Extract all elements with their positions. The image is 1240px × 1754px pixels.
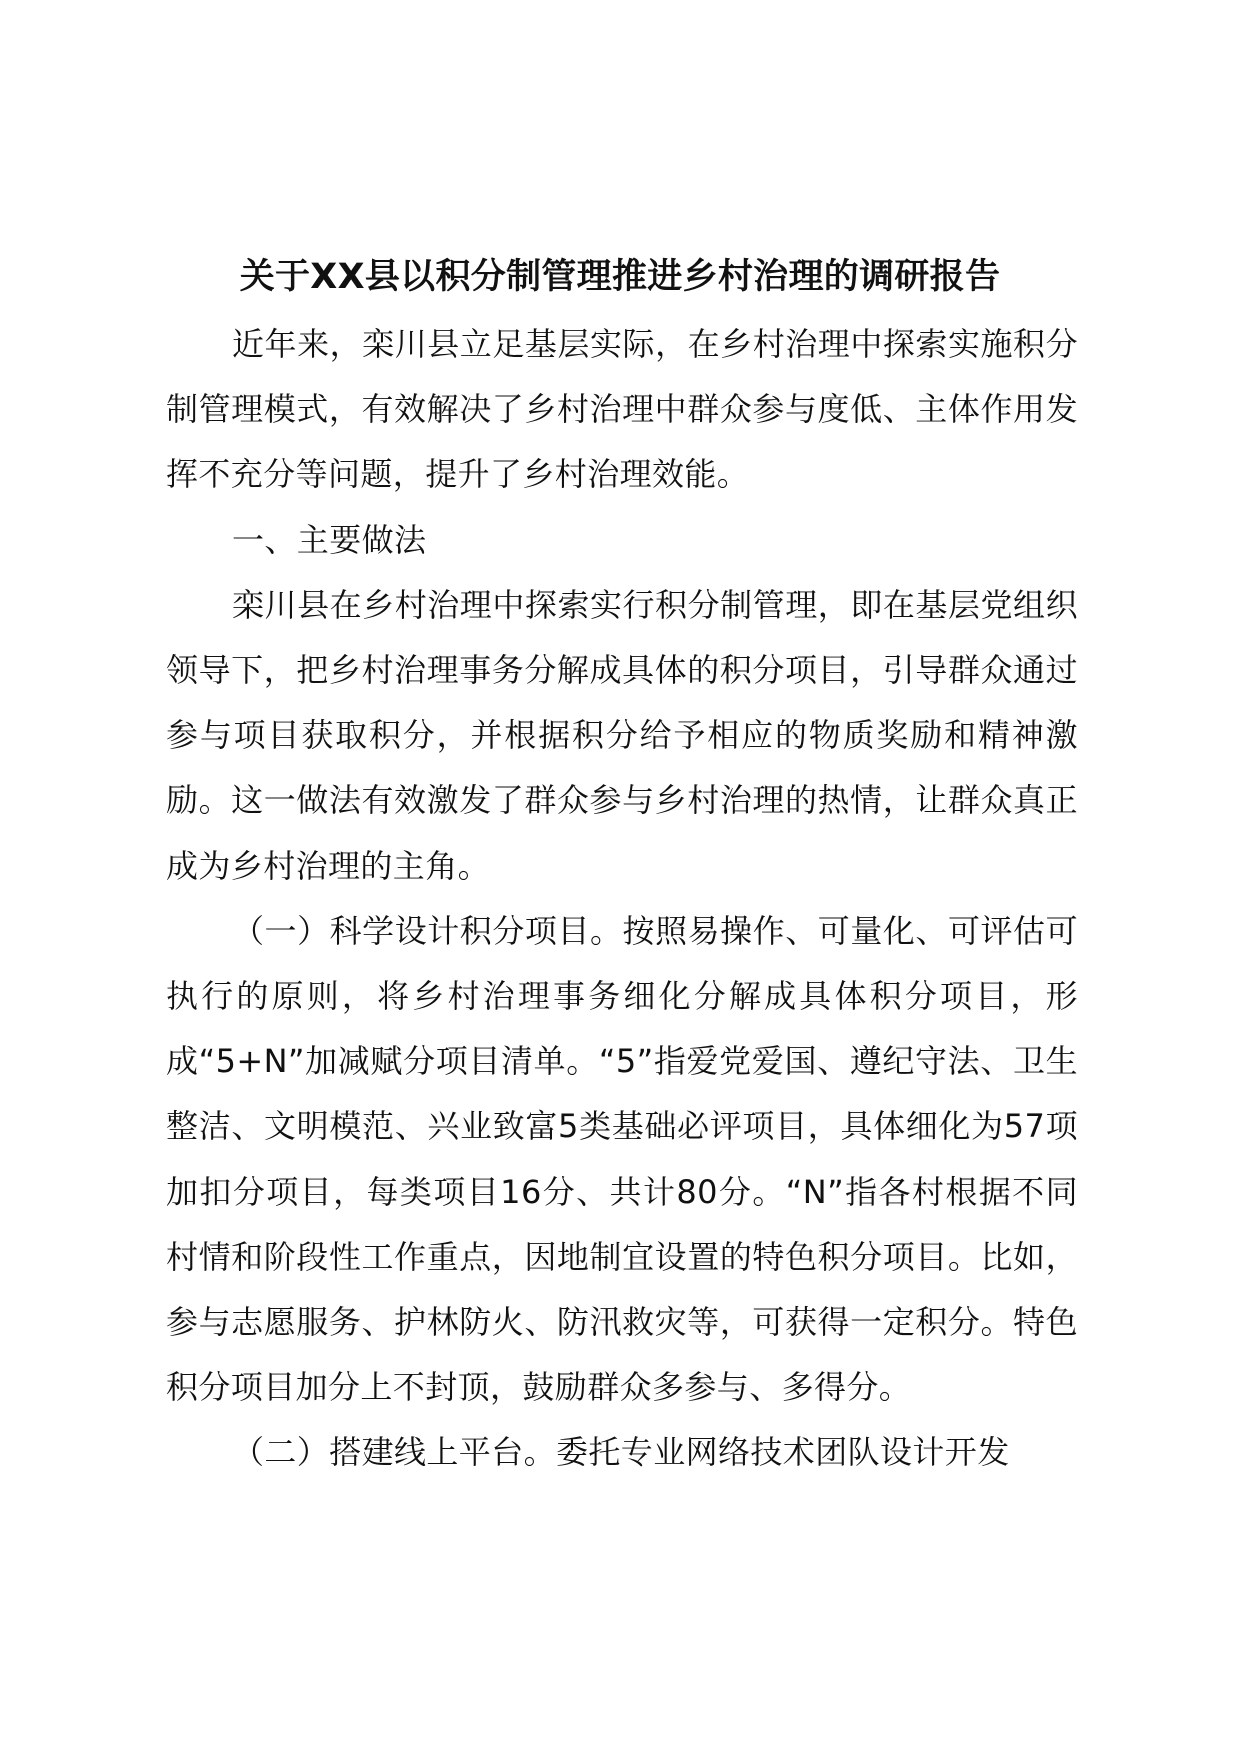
document-title: 关于XX县以积分制管理推进乡村治理的调研报告 — [239, 257, 1001, 297]
intro-paragraph: 近年来，栾川县立足基层实际，在乡村治理中探索实施积分制管理模式，有效解决了乡村治理中群众参与度低、主体作用发挥不充分等问题，提升了乡村治理效能。 — [166, 325, 1078, 494]
section-heading-main-practices: 一、主要做法 — [232, 520, 427, 559]
subsection-scoring-items: （一）科学设计积分项目。按照易操作、可量化、可评估可执行的原则，将乡村治理事务细化分解成具体积分项目，形成“5+N”加减赋分项目清单。“5”指爱党爱国、遵纪守法、卫生整洁、文明模范、兴业致富5类基础必评项目，具体细化为57项加扣分项目，每类项目16分、共计80分。“N”指各村根据不同村情和阶段性工作重点，因地制宜设置的特色积分项目。比如，参与志愿服务、护林防火、防汛救灾等，可获得一定积分。特色积分项目加分上不封顶，鼓励群众多参与、多得分。 — [166, 911, 1078, 1407]
subsection-online-platform: （二）搭建线上平台。委托专业网络技术团队设计开发 — [232, 1433, 1010, 1472]
document-body — [166, 312, 1078, 1486]
practices-paragraph: 栾川县在乡村治理中探索实行积分制管理，即在基层党组织领导下，把乡村治理事务分解成具体的积分项目，引导群众通过参与项目获取积分，并根据积分给予相应的物质奖励和精神激励。这一做法有效激发了群众参与乡村治理的热情，让群众真正成为乡村治理的主角。 — [166, 585, 1078, 885]
